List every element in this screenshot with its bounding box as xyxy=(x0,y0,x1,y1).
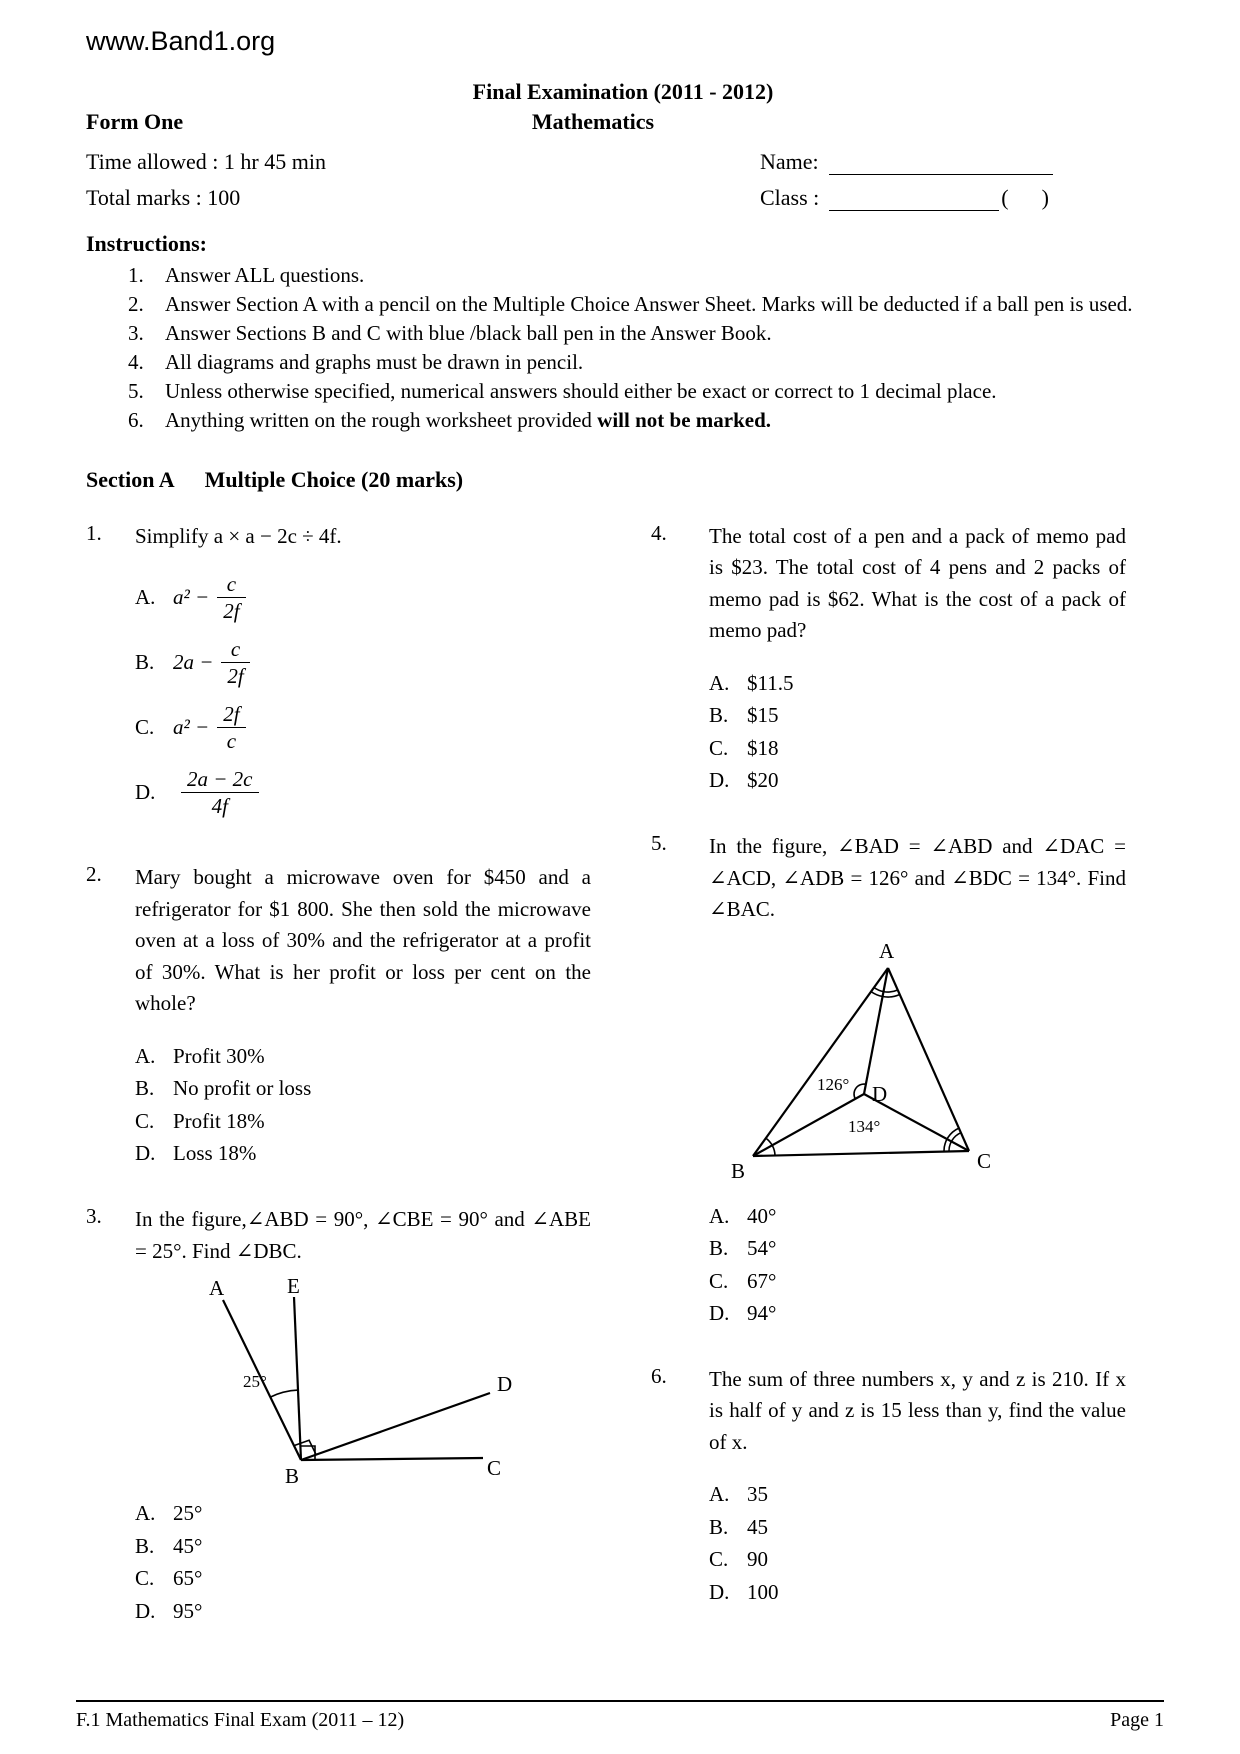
instructions-title: Instructions: xyxy=(86,231,208,256)
time-allowed: Time allowed : 1 hr 45 min xyxy=(86,149,326,174)
question-4 xyxy=(651,521,1126,797)
question-4-options xyxy=(709,667,1126,797)
right-column xyxy=(651,521,1126,1661)
option-d: D. Loss 18% xyxy=(135,1141,257,1166)
figure-angle-134: 134° xyxy=(848,1116,881,1136)
question-number: 2. xyxy=(86,862,102,887)
option-b: B. 2a − $\frac{c}{2f}$ xyxy=(135,633,591,691)
question-number: 1. xyxy=(86,520,102,545)
option-a: A. 25° xyxy=(135,1501,203,1525)
class-number-paren: ( ) xyxy=(1001,185,1049,210)
option-b: B. 45° xyxy=(135,1533,203,1558)
question-number: 5. xyxy=(651,831,667,855)
option-b: B. 54° xyxy=(709,1236,777,1261)
class-label: Class : xyxy=(760,185,820,210)
left-column xyxy=(86,521,591,1661)
instructions xyxy=(86,231,1160,435)
marks-class-row xyxy=(86,185,1160,211)
question-text: The total cost of a pen and a pack of memo pad is $23. The total cost of 4 pens and 2 packs of memo pad is $62. What is the cost of a pack of memo pad? xyxy=(709,523,1126,643)
figure-label-c: C xyxy=(487,1456,502,1480)
fraction: $\frac{c}{2f}$ xyxy=(217,571,245,625)
form-subject-row xyxy=(86,109,1160,139)
option-d: D. 94° xyxy=(709,1301,777,1326)
figure-angle-25: 25° xyxy=(243,1372,267,1391)
question-text: Mary bought a microwave oven for $450 and a refrigerator for $1 800. She then sold the microwave oven at a loss of 30% and the refrigerator at a profit of 30%. What is her profit or loss per cent on the whole? xyxy=(135,865,591,1016)
figure-label-a: A xyxy=(209,1276,225,1300)
site-url: www.Band1.org xyxy=(86,26,276,56)
figure-angle-126: 126° xyxy=(817,1074,850,1094)
question-1 xyxy=(86,521,591,829)
option-a: A. $11.5 xyxy=(709,670,794,695)
figure-label-a: A xyxy=(879,938,895,963)
bold-emphasis: will not be marked. xyxy=(597,407,772,432)
option-b: B. $15 xyxy=(709,703,779,728)
option-d: D. 95° xyxy=(135,1598,203,1623)
question-text: In the figure, ∠BAD = ∠ABD and ∠DAC = ∠ACD, ∠ADB = 126° and ∠BDC = 134°. Find ∠BAC. xyxy=(709,834,1126,921)
instruction-item: 2. Answer Section A with a pencil on the Multiple Choice Answer Sheet. Marks will be deducted if a ball pen is used. xyxy=(128,291,1133,316)
figure-label-b: B xyxy=(285,1464,300,1487)
subject-label: Mathematics xyxy=(531,109,655,134)
section-a-title: Section A Multiple Choice (20 marks) xyxy=(86,466,464,492)
option-a: A. 35 xyxy=(709,1482,768,1507)
option-a: A. 40° xyxy=(709,1203,777,1228)
fraction: $\frac{2f}{c}$ xyxy=(217,701,245,755)
figure-label-b: B xyxy=(731,1158,746,1183)
question-text: In the figure,∠ABD = 90°, ∠CBE = 90° and ∠ABE = 25°. Find ∠DBC. xyxy=(135,1207,591,1263)
time-name-row xyxy=(86,149,1160,175)
option-c: C. a² − $\frac{2f}{c}$ xyxy=(135,698,591,756)
option-c: C. 65° xyxy=(135,1566,203,1591)
question-number: 3. xyxy=(86,1204,102,1228)
question-text: Simplify a × a − 2c ÷ 4f. xyxy=(135,523,342,548)
name-blank-line xyxy=(829,150,1053,175)
question-5 xyxy=(651,831,1126,1330)
question-3 xyxy=(86,1204,591,1627)
instruction-item: 3. Answer Sections B and C with blue /black ball pen in the Answer Book. xyxy=(128,320,772,345)
option-d: D. $20 xyxy=(709,768,779,793)
option-a: A. a² − $\frac{c}{2f}$ xyxy=(135,568,591,626)
question-6-options xyxy=(709,1478,1126,1608)
question-number: 4. xyxy=(651,520,667,545)
page-footer xyxy=(76,1700,1164,1732)
instruction-item: 5. Unless otherwise specified, numerical answers should either be exact or correct to 1 decimal place. xyxy=(128,378,997,403)
figure-label-d: D xyxy=(872,1081,888,1106)
figure-label-d: D xyxy=(497,1372,513,1396)
question-5-figure xyxy=(721,938,1006,1186)
exam-title: Final Examination (2011 - 2012) xyxy=(472,79,774,104)
option-c: C. 67° xyxy=(709,1268,777,1293)
form-label: Form One xyxy=(86,109,184,134)
question-text: The sum of three numbers x, y and z is 210. If x is half of y and z is 15 less than y, find the value of x. xyxy=(709,1366,1126,1454)
question-2 xyxy=(86,862,591,1170)
instruction-item: 6. Anything written on the rough worksheet provided will not be marked. xyxy=(128,407,772,432)
question-2-options xyxy=(135,1040,591,1170)
question-3-options xyxy=(135,1497,591,1627)
question-number: 6. xyxy=(651,1363,667,1388)
instruction-item: 4. All diagrams and graphs must be drawn in pencil. xyxy=(128,349,584,374)
question-6 xyxy=(651,1364,1126,1609)
fraction: $\frac{2a - 2c}{4f}$ xyxy=(181,766,259,820)
option-d: D. 100 xyxy=(709,1579,779,1604)
option-d: D. $\frac{2a - 2c}{4f}$ xyxy=(135,763,591,821)
option-c: C. $18 xyxy=(709,735,779,760)
option-b: B. 45 xyxy=(709,1514,768,1539)
question-1-options xyxy=(135,568,591,821)
page-header xyxy=(86,79,1160,211)
question-5-options xyxy=(709,1200,1126,1330)
fraction: $\frac{c}{2f}$ xyxy=(221,636,249,690)
instruction-item: 1. Answer ALL questions. xyxy=(128,263,365,287)
question-columns xyxy=(86,521,1160,1661)
option-c: C. 90 xyxy=(709,1547,768,1572)
question-3-figure xyxy=(193,1275,523,1487)
class-blank-line xyxy=(829,186,999,211)
figure-label-c: C xyxy=(977,1148,992,1173)
footer-page-number: Page 1 xyxy=(1110,1709,1164,1731)
name-label: Name: xyxy=(760,149,819,174)
total-marks: Total marks : 100 xyxy=(86,185,241,210)
figure-label-e: E xyxy=(287,1275,300,1298)
option-c: C. Profit 18% xyxy=(135,1108,265,1133)
footer-exam-name: F.1 Mathematics Final Exam (2011 – 12) xyxy=(76,1709,405,1731)
option-a: A. Profit 30% xyxy=(135,1043,265,1068)
option-b: B. No profit or loss xyxy=(135,1076,312,1101)
